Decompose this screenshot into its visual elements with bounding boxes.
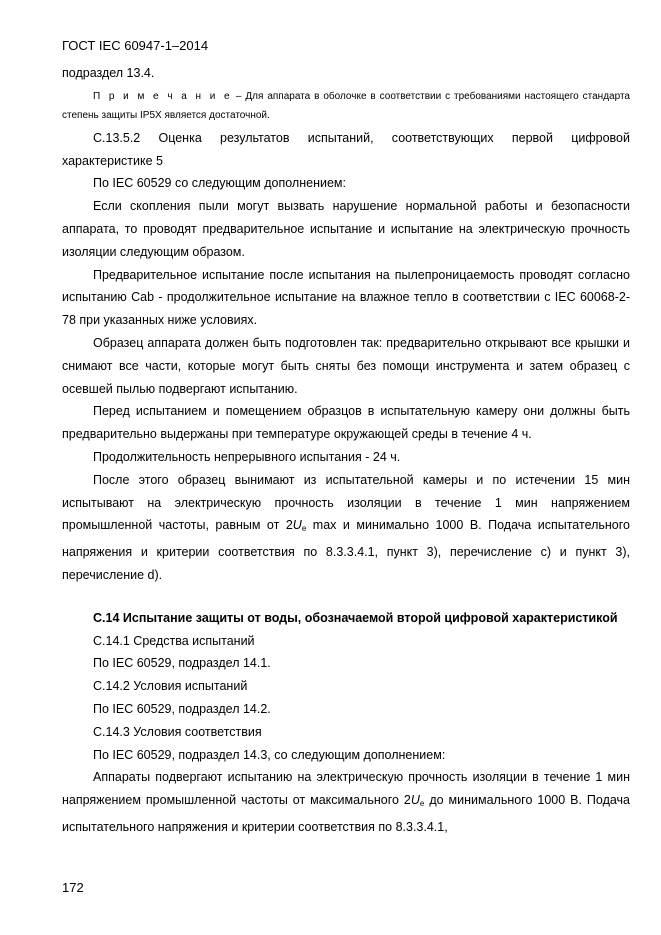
paragraph-iec-addition: По IEC 60529 со следующим дополнением: (93, 176, 346, 191)
subsection-line: подраздел 13.4. (62, 66, 155, 80)
paragraph-dust: Если скопления пыли могут вызвать нарушение нормальной работы и безопасности аппарата, то проводят предварительное испытание и испытание на электрическую прочность изоляции следующим образом. (62, 199, 630, 259)
note (62, 87, 630, 125)
standard-header: ГОСТ IEC 60947-1–2014 (62, 38, 209, 53)
paragraph-duration: Продолжительность непрерывного испытания - 24 ч. (93, 449, 401, 464)
paragraph-before: Перед испытанием и помещением образцов в испытательную камеру они должны быть предварительно выдержаны при температуре окружающей среды в течение 4 ч. (62, 404, 630, 442)
c142-ref: По IEC 60529, подраздел 14.2. (93, 701, 271, 716)
paragraph-final (62, 766, 630, 838)
paragraph-c1352: С.13.5.2 Оценка результатов испытаний, соответствующих первой цифровой характеристике 5 (62, 130, 630, 168)
note-label: П р и м е ч а н и е (93, 90, 232, 102)
symbol-e-2: e (419, 799, 425, 809)
c141-title: С.14.1 Средства испытаний (93, 633, 255, 648)
c141-ref: По IEC 60529, подраздел 14.1. (93, 656, 271, 671)
after-text-b: max и минимально 1000 В. Подача испытательного напряжения и критерии соответствия по 8.3.3.4.1, пункт 3), перечисление c) и пункт 3), перечисление d). (62, 518, 630, 582)
c143-title: С.14.3 Условия соответствия (93, 724, 262, 739)
symbol-e: e (301, 524, 307, 534)
paragraph-after (62, 469, 630, 587)
final-text-a: Аппараты подвергают испытанию на электрическую прочность изоляции в течение 1 мин напряжением промышленной частоты от максимального 2 (62, 770, 630, 808)
after-text-a: После этого образец вынимают из испытательной камеры и по истечении 15 мин испытывают на электрическую прочность изоляции в течение 1 мин напряжением промышленной частоты, равным от 2 (62, 472, 630, 533)
paragraph-prelim: Предварительное испытание после испытания на пылепроницаемость проводят согласно испытанию Cab - продолжительное испытание на влажное тепло в соответствии с IEC 60068-2-78 при указанных ниже условиях. (62, 267, 630, 328)
c142-title: С.14.2 Условия испытаний (93, 679, 248, 694)
paragraph-sample: Образец аппарата должен быть подготовлен так: предварительно открывают все крышки и снимают все части, которые могут быть сняты без помощи инструмента и затем образец с осевшей пылью подвергают испытанию. (62, 335, 630, 396)
note-text: – Для аппарата в оболочке в соответствии с требованиями настоящего стандарта степень защиты IP5X является достаточной. (62, 90, 630, 121)
heading-c14: С.14 Испытание защиты от воды, обозначаемой второй цифровой характеристикой (93, 610, 618, 625)
page-number: 172 (62, 880, 84, 895)
c143-ref: По IEC 60529, подраздел 14.3, со следующим дополнением: (93, 747, 446, 762)
symbol-u-2: U (410, 793, 420, 808)
body-text (62, 62, 630, 839)
symbol-u: U (292, 518, 302, 533)
final-text-b: до минимального 1000 В. Подача испытательного напряжения и критерии соответствия по 8.3.3.4.1, (62, 793, 631, 834)
